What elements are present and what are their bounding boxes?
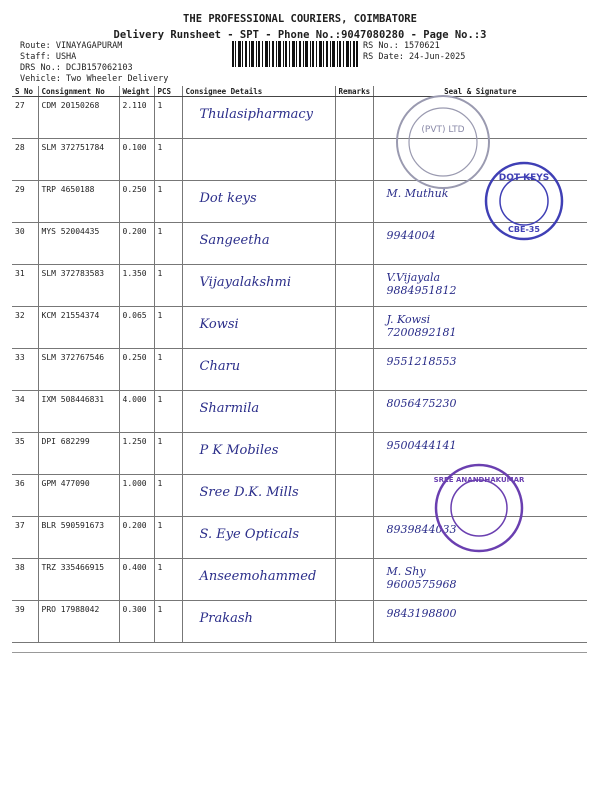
row-consignee: [182, 349, 335, 391]
page-title: THE PROFESSIONAL COURIERS, COIMBATORE: [183, 13, 417, 25]
row-pcs: 1: [154, 349, 182, 391]
col-remarks: Remarks: [335, 86, 373, 97]
row-consignment-no: DPI 682299: [38, 433, 119, 475]
row-pcs: 1: [154, 97, 182, 139]
consignee-handwriting: Sangeetha: [199, 233, 270, 248]
table-row: [12, 391, 587, 433]
row-pcs: 1: [154, 181, 182, 223]
row-signature: [373, 349, 587, 391]
consignee-handwriting: Anseemohammed: [199, 569, 317, 584]
row-sno: 30: [12, 223, 38, 265]
row-consignment-no: TRP 4650188: [38, 181, 119, 223]
row-weight: 0.250: [119, 181, 154, 223]
row-sno: 27: [12, 97, 38, 139]
row-pcs: 1: [154, 475, 182, 517]
row-consignee: [182, 391, 335, 433]
consignee-handwriting: Kowsi: [199, 317, 239, 332]
mills-seal-stamp: [433, 462, 525, 554]
signature-handwriting: J. Kowsi: [386, 313, 431, 326]
row-sno: 29: [12, 181, 38, 223]
signature-handwriting: 8939844033: [386, 523, 457, 536]
row-consignee: [182, 559, 335, 601]
route-field: Route: VINAYAGAPURAM: [20, 41, 123, 51]
row-sno: 33: [12, 349, 38, 391]
row-sno: 38: [12, 559, 38, 601]
row-consignment-no: GPM 477090: [38, 475, 119, 517]
signature-handwriting: V.Vijayala: [386, 271, 441, 284]
row-pcs: 1: [154, 307, 182, 349]
consignee-handwriting: S. Eye Opticals: [199, 527, 300, 542]
row-signature: [373, 601, 587, 643]
row-weight: 0.065: [119, 307, 154, 349]
row-consignee: [182, 475, 335, 517]
vehicle-field: Vehicle: Two Wheeler Delivery: [20, 74, 169, 84]
row-consignee: [182, 307, 335, 349]
row-sno: 34: [12, 391, 38, 433]
row-remarks: [335, 475, 373, 517]
signature-handwriting: 9843198800: [386, 607, 457, 620]
row-sno: 32: [12, 307, 38, 349]
row-remarks: [335, 307, 373, 349]
row-consignment-no: KCM 21554374: [38, 307, 119, 349]
staff-field: Staff: USHA: [20, 52, 77, 62]
row-sno: 37: [12, 517, 38, 559]
dot-keys-stamp-line1: DOT KEYS: [498, 173, 550, 183]
row-pcs: 1: [154, 433, 182, 475]
row-sno: 35: [12, 433, 38, 475]
col-weight: Weight: [119, 86, 154, 97]
row-weight: 1.000: [119, 475, 154, 517]
row-weight: 0.400: [119, 559, 154, 601]
row-consignment-no: MYS 52004435: [38, 223, 119, 265]
row-weight: 0.200: [119, 223, 154, 265]
page-subtitle: Delivery Runsheet - SPT - Phone No.:9047080280 - Page No.:3: [113, 29, 487, 41]
company-stamp-text: (PVT) LTD: [421, 125, 465, 135]
row-weight: 4.000: [119, 391, 154, 433]
consignee-handwriting: Thulasipharmacy: [199, 107, 314, 122]
consignee-handwriting: Prakash: [199, 611, 253, 626]
consignee-handwriting: Sharmila: [199, 401, 260, 416]
row-pcs: 1: [154, 391, 182, 433]
signature-phone: 9551218553: [386, 355, 457, 368]
signature-phone: 9600575968: [386, 578, 457, 591]
row-remarks: [335, 391, 373, 433]
row-weight: 0.250: [119, 349, 154, 391]
table-bottom-rule: [12, 652, 587, 653]
company-seal-stamp: [393, 92, 493, 192]
row-consignee: [182, 517, 335, 559]
row-consignee: [182, 223, 335, 265]
row-weight: 2.110: [119, 97, 154, 139]
signature-phone: 9884951812: [386, 284, 457, 297]
row-consignment-no: SLM 372751784: [38, 139, 119, 181]
row-consignee: [182, 181, 335, 223]
row-weight: 0.200: [119, 517, 154, 559]
row-remarks: [335, 181, 373, 223]
dot-keys-stamp: [483, 160, 565, 242]
row-remarks: [335, 265, 373, 307]
consignee-handwriting: Sree D.K. Mills: [199, 485, 299, 500]
row-signature: [373, 559, 587, 601]
row-consignment-no: PRO 17988042: [38, 601, 119, 643]
barcode-image: [232, 41, 358, 67]
row-weight: 1.250: [119, 433, 154, 475]
rs-date-field: RS Date: 24-Jun-2025: [363, 52, 466, 62]
row-consignment-no: IXM 508446831: [38, 391, 119, 433]
row-pcs: 1: [154, 139, 182, 181]
row-pcs: 1: [154, 517, 182, 559]
signature-handwriting: 9944004: [386, 229, 436, 242]
row-consignment-no: TRZ 335466915: [38, 559, 119, 601]
table-row: [12, 265, 587, 307]
row-consignee: [182, 265, 335, 307]
col-consignment: Consignment No: [38, 86, 119, 97]
col-pcs: PCS: [154, 86, 182, 97]
row-remarks: [335, 139, 373, 181]
row-signature: [373, 391, 587, 433]
row-remarks: [335, 97, 373, 139]
row-pcs: 1: [154, 265, 182, 307]
row-weight: 1.350: [119, 265, 154, 307]
signature-phone: 7200892181: [386, 326, 457, 339]
rs-no-field: RS No.: 1570621: [363, 41, 440, 51]
signature-handwriting: M. Muthuk: [386, 187, 449, 200]
signature-handwriting: 9500444141: [386, 439, 457, 452]
row-weight: 0.100: [119, 139, 154, 181]
drs-field: DRS No.: DCJB157062103: [20, 63, 133, 73]
row-consignee: [182, 601, 335, 643]
row-signature: [373, 265, 587, 307]
row-remarks: [335, 517, 373, 559]
row-pcs: 1: [154, 601, 182, 643]
row-remarks: [335, 349, 373, 391]
row-consignment-no: SLM 372783583: [38, 265, 119, 307]
row-remarks: [335, 601, 373, 643]
table-row: [12, 601, 587, 643]
mills-stamp-text: SREE ANANDHAKUMAR: [433, 476, 525, 484]
table-row: [12, 97, 587, 139]
table-header-row: [12, 86, 587, 97]
consignee-handwriting: Vijayalakshmi: [199, 275, 292, 290]
table-row: [12, 307, 587, 349]
dot-keys-stamp-line2: CBE-35: [508, 225, 540, 234]
row-remarks: [335, 433, 373, 475]
row-consignee: [182, 97, 335, 139]
signature-handwriting: 8056475230: [386, 397, 457, 410]
row-remarks: [335, 559, 373, 601]
row-consignment-no: CDM 20150268: [38, 97, 119, 139]
row-pcs: 1: [154, 223, 182, 265]
row-signature: [373, 307, 587, 349]
consignee-handwriting: P K Mobiles: [199, 443, 279, 458]
table-row: [12, 559, 587, 601]
row-remarks: [335, 223, 373, 265]
table-row: [12, 349, 587, 391]
row-consignment-no: SLM 372767546: [38, 349, 119, 391]
row-consignee: [182, 433, 335, 475]
row-pcs: 1: [154, 559, 182, 601]
col-sno: S No: [12, 86, 38, 97]
row-consignee: [182, 139, 335, 181]
row-sno: 31: [12, 265, 38, 307]
row-sno: 39: [12, 601, 38, 643]
row-sno: 36: [12, 475, 38, 517]
row-consignment-no: BLR 590591673: [38, 517, 119, 559]
signature-handwriting: M. Shy: [386, 565, 426, 578]
col-consignee: Consignee Details: [182, 86, 335, 97]
col-signature: Seal & Signature: [373, 86, 587, 97]
consignee-handwriting: Charu: [199, 359, 241, 374]
consignee-handwriting: Dot keys: [199, 191, 257, 206]
row-weight: 0.300: [119, 601, 154, 643]
row-sno: 28: [12, 139, 38, 181]
